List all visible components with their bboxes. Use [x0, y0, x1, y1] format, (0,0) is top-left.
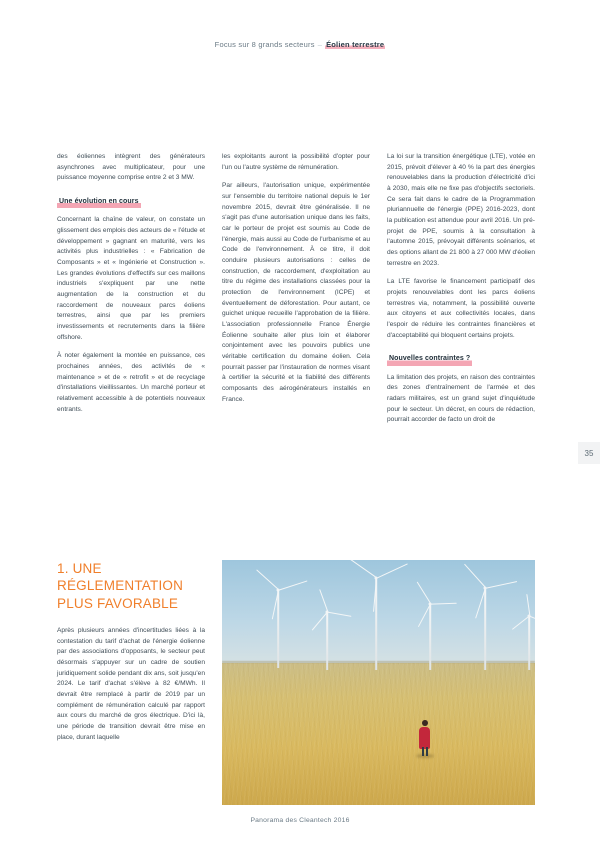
photo-wheat-field	[222, 663, 535, 805]
header-prefix: Focus sur 8 grands secteurs	[214, 40, 315, 49]
section-body	[57, 626, 205, 751]
header-section-highlight: Éolien terrestre	[326, 40, 385, 49]
paragraph: La LTE favorise le financement participatif des projets renouvelables dont les parcs éoliens terrestres via, notamment, la possibilité ouverte aux citoyens et aux collectivités locales, dans l'espoir de réduire les contraintes financières et d'acceptabilité qui bloquent certains projets.	[387, 278, 535, 339]
page-number: 35	[578, 442, 600, 464]
paragraph: La limitation des projets, en raison des contraintes des zones d'entraînement de l'armée et des radars militaires, est un grand sujet d'inquiétude pour le secteur. Un décret, en cours de rédaction, pourrait accorder de facto un droit de	[387, 373, 535, 424]
paragraph: La loi sur la transition énergétique (LTE), votée en 2015, prévoit d'élever à 40 % la part des énergies renouvelables dans la production d'électricité d'ici à 2030, mais elle ne fixe pas d'objectifs sectoriels. Ce sera fait dans le cadre de la Programmation pluriannuelle de l'énergie (PPE) 2016-2023, dont la publication est attendue pour avril 2016. Un pré-projet de PPE, soumis à la consultation à l'automne 2015, prévoyait différents scénarios, et des options allant de 21 800 à 27 000 MW d'éolien terrestre en 2023.	[387, 153, 535, 267]
page-header	[0, 40, 600, 49]
wind-turbine-icon	[514, 616, 535, 670]
wind-turbine-icon	[258, 590, 298, 668]
paragraph: Par ailleurs, l'autorisation unique, expérimentée sur l'ensemble du territoire national depuis le 1er novembre 2015, devrait être généralisée. Il ne s'agit pas d'une autorisation unique dans les faits, car le porteur de projet est soumis au Code de l'énergie, mais aussi au Code de l'urbanisme et au Code de l'environnement. À ce titre, il doit conduire plusieurs autorisations : celles de construction, de raccordement, d'exploitation au titre du régime des installations classées pour la protection de l'environnement (ICPE) et éventuellement de déforestation. Pour autant, ce guichet unique recueille l'approbation de la filière. L'association professionnelle France Énergie Éolienne souhaite aller plus loin et élaborer conjointement avec les pouvoirs publics une véritable certification du domaine éolien. Cela pourrait passer par l'instauration de normes visant à certifier la sécurité et la fiabilité des différents composants des aérogénérateurs installés en France.	[222, 182, 370, 403]
paragraph: des éoliennes intègrent des générateurs asynchrones avec multiplicateur, pour une puissance moyenne comprise entre 2 et 3 MW.	[57, 153, 205, 182]
column-three	[387, 152, 535, 434]
paragraph: Concernant la chaîne de valeur, on constate un glissement des emplois des acteurs de « l'étude et développement » gagnant en maturité, vers les activités plus industrielles : « Fabrication de Composants » et « Ingénierie et Construction ». Les grandes évolutions d'effectifs sur ces maillons industriels s'expliquent par une nette augmentation de la construction et du raccordement de nouveaux parcs éoliens terrestres, ainsi que par les premiers investissements et recrutements dans la filière offshore.	[57, 216, 205, 341]
column-two	[222, 152, 370, 413]
subheading-evolution: Une évolution en cours	[57, 196, 141, 208]
column-one	[57, 152, 205, 423]
paragraph: les exploitants auront la possibilité d'opter pour l'un ou l'autre système de rémunération.	[222, 153, 370, 171]
section-title: 1. UNE RÉGLEMENTATION PLUS FAVORABLE	[57, 561, 184, 611]
wind-farm-photo	[222, 560, 535, 805]
paragraph: Après plusieurs années d'incertitudes liées à la contestation du tarif d'achat de l'énergie éolienne par des associations d'opposants, le secteur peut désormais s'appuyer sur un cadre de soutien juridiquement solide pendant dix ans, soit jusqu'en 2024. Le tarif d'achat s'élève à 82 €/MWh. Il devrait être remplacé à partir de 2019 par un complément de rémunération calculé par rapport aux cours du marché de gros électrique. D'ici là, une période de transition devrait être mise en place, durant laquelle	[57, 627, 205, 741]
wind-turbine-icon	[354, 578, 398, 670]
wind-turbine-icon	[310, 612, 344, 670]
subheading-constraints: Nouvelles contraintes ?	[387, 353, 472, 365]
page-footer: Panorama des Cleantech 2016	[250, 817, 350, 824]
wind-turbine-icon	[412, 604, 448, 670]
paragraph: À noter également la montée en puissance, ces prochaines années, des activités de « maintenance » et de « retrofit » et de recyclage d'installations vieillissantes. Un marché porteur et relativement accessible à de potentiels nouveaux entrants.	[57, 352, 205, 413]
person-in-field	[418, 720, 431, 756]
wind-turbine-icon	[464, 588, 506, 670]
header-separator: –	[317, 40, 323, 49]
